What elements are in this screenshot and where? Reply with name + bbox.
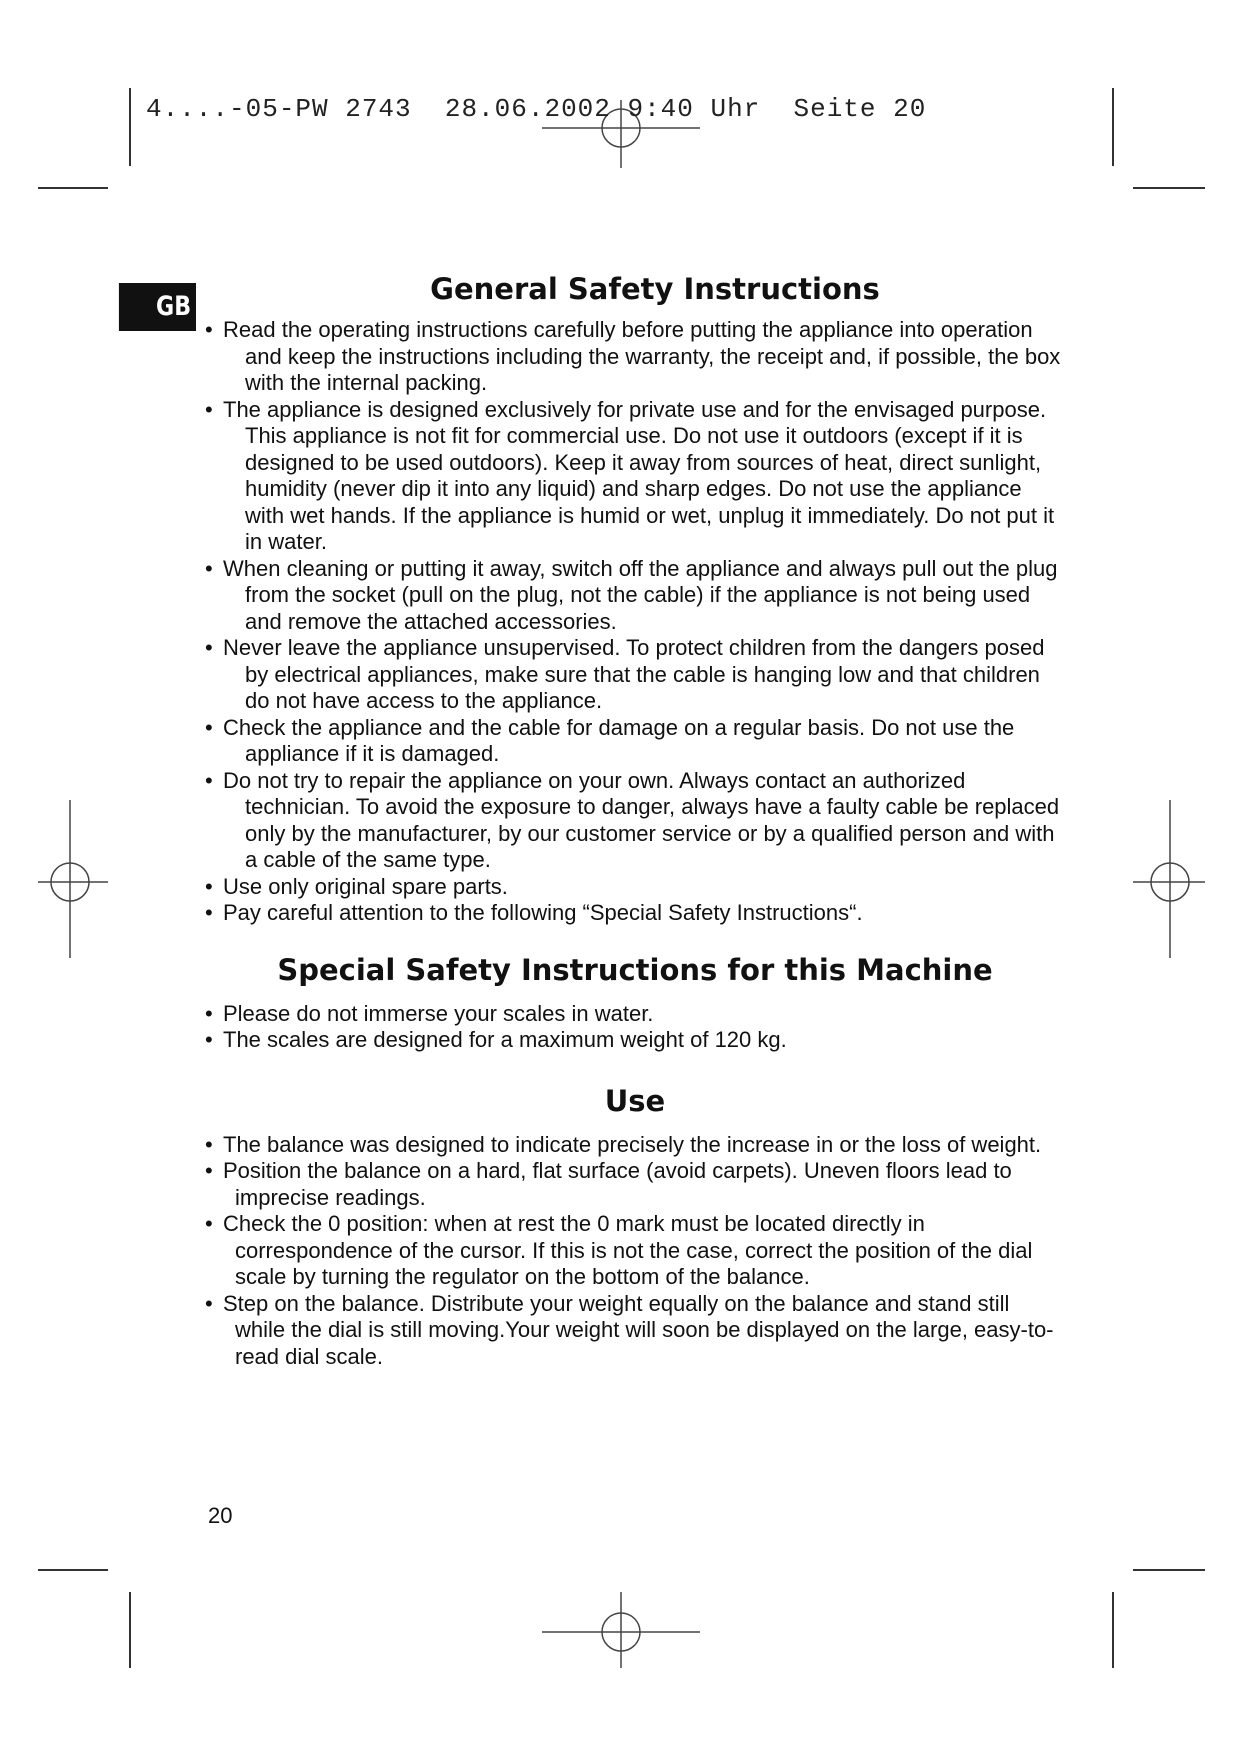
special-safety-list [205,1001,1065,1054]
general-safety-list [205,317,1065,927]
page-content [205,272,1065,1370]
section-title-general-safety: General Safety Instructions [430,272,880,306]
list-item: • Please do not immerse your scales in water. [205,1000,654,1026]
list-item: • Read the operating instructions carefully before putting the appliance into operation and keep the instructions including the warranty, the receipt and, if possible, the box with the internal packing. [205,317,1061,395]
language-tab: GB [119,283,196,331]
list-item: • Check the appliance and the cable for damage on a regular basis. Do not use the appliance if it is damaged. [205,714,1015,766]
list-item: • The balance was designed to indicate precisely the increase in or the loss of weight. [205,1131,1042,1157]
list-item: • Check the 0 position: when at rest the 0 mark must be located directly in correspondence of the cursor. If this is not the case, correct the position of the dial scale by turning the regulator on the bottom of the balance. [205,1211,1033,1289]
list-item: • The scales are designed for a maximum weight of 120 kg. [205,1027,787,1052]
section-title-use: Use [604,1083,666,1118]
list-item: • Never leave the appliance unsupervised. To protect children from the dangers posed by electrical appliances, make sure that the cable is hanging low and that children do not have access to the appliance. [205,635,1045,713]
section-title-special-safety: Special Safety Instructions for this Machine [277,952,993,987]
list-item: • Do not try to repair the appliance on your own. Always contact an authorized technician. To avoid the exposure to danger, always have a faulty cable be replaced only by the manufacturer, by our customer service or by a qualified person and with a cable of the same type. [205,767,1060,872]
list-item: • Step on the balance. Distribute your weight equally on the balance and stand still while the dial is still moving.Your weight will soon be displayed on the large, easy-to-read dial scale. [205,1290,1054,1369]
list-item: • When cleaning or putting it away, switch off the appliance and always pull out the plug from the socket (pull on the plug, not the cable) if the appliance is not being used and remove the attached accessories. [205,555,1058,634]
page-number: 20 [208,1503,233,1528]
list-item: • Use only original spare parts. [205,873,508,899]
list-item: • The appliance is designed exclusively for private use and for the envisaged purpose. This appliance is not fit for commercial use. Do not use it outdoors (except if it is designed to be used outdoors). Keep it away from sources of heat, direct sunlight, humidity (never dip it into any liquid) and sharp edges. Do not use the appliance with wet hands. If the appliance is humid or wet, unplug it immediately. Do not put it in water. [205,396,1055,554]
use-list [205,1132,1065,1371]
list-item: • Pay careful attention to the following “Special Safety Instructions“. [205,900,863,925]
list-item: • Position the balance on a hard, flat surface (avoid carpets). Uneven floors lead to imprecise readings. [205,1158,1012,1210]
print-slug: 4....-05-PW 2743 28.06.2002 9:40 Uhr Seite 20 [146,94,927,124]
